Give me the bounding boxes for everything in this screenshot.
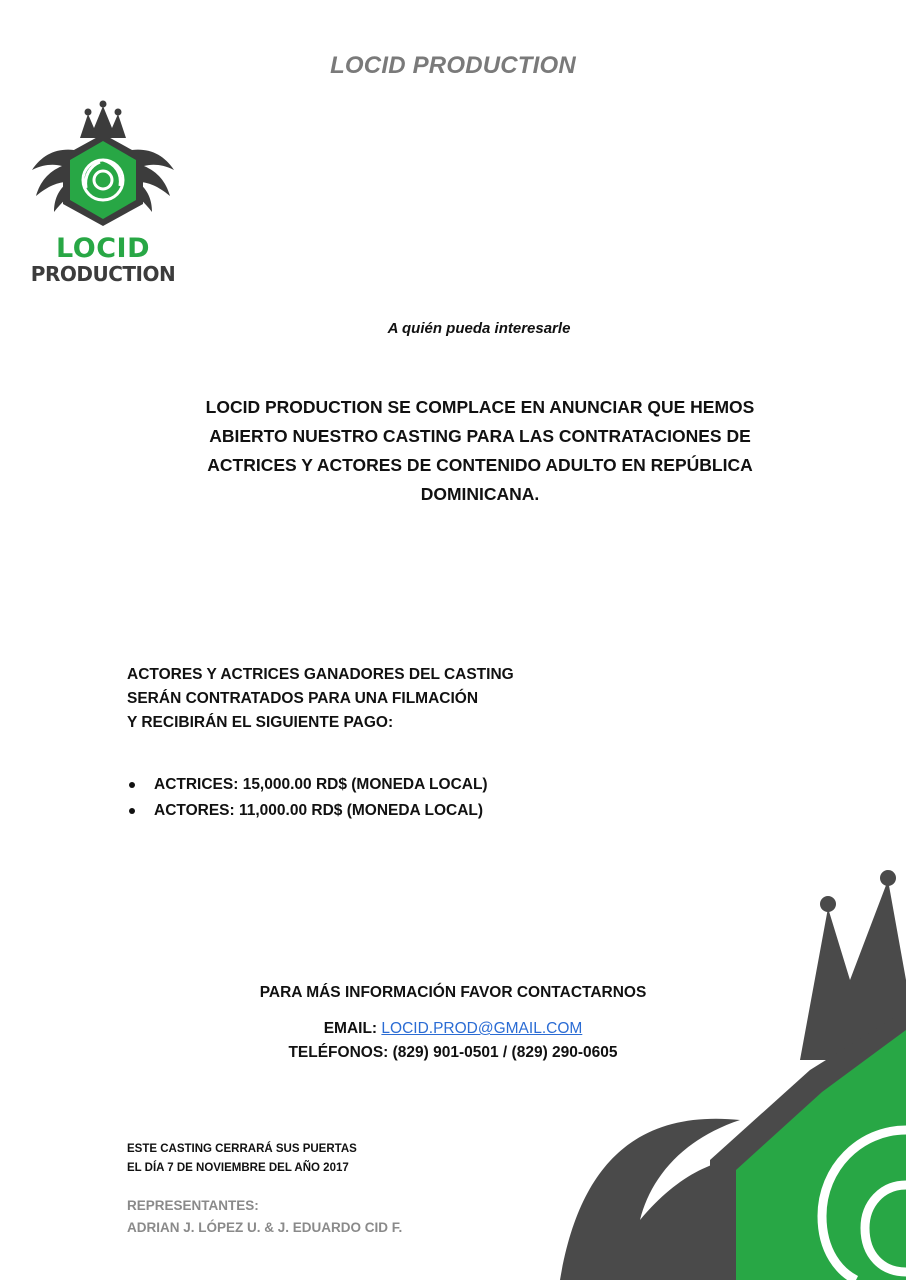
announcement-line: DOMINICANA.	[420, 484, 540, 504]
company-logo	[18, 100, 188, 295]
paragraph-line: ACTORES Y ACTRICES GANADORES DEL CASTING	[127, 666, 514, 683]
contact-heading: PARA MÁS INFORMACIÓN FAVOR CONTACTARNOS	[259, 984, 647, 1001]
logo-text-locid: LOCID	[56, 233, 150, 264]
decorative-emblem-icon	[560, 860, 906, 1280]
representatives-label: REPRESENTANTES:	[127, 1198, 259, 1213]
announcement-line: ACTRICES Y ACTORES DE CONTENIDO ADULTO EN REPÚBLICA	[207, 455, 753, 475]
email-link[interactable]: LOCID.PROD@GMAIL.COM	[381, 1020, 583, 1037]
salutation: A quién pueda interesarle	[387, 320, 571, 337]
announcement	[190, 393, 770, 509]
logo-text-production: PRODUCTION	[30, 262, 176, 286]
announcement-line: LOCID PRODUCTION SE COMPLACE EN ANUNCIAR QUE HEMOS	[205, 397, 755, 417]
payment-item-actores: ACTORES: 11,000.00 RD$ (MONEDA LOCAL)	[127, 798, 488, 824]
payment-list	[127, 772, 488, 824]
logo-emblem-icon	[28, 100, 178, 235]
casting-paragraph	[127, 663, 567, 735]
paragraph-line: SERÁN CONTRATADOS PARA UNA FILMACIÓN	[127, 690, 479, 707]
representatives-names: ADRIAN J. LÓPEZ U. & J. EDUARDO CID F.	[127, 1220, 403, 1235]
closing-line: EL DÍA 7 DE NOVIEMBRE DEL AÑO 2017	[127, 1162, 349, 1174]
header-title: LOCID PRODUCTION	[330, 52, 576, 79]
paragraph-line: Y RECIBIRÁN EL SIGUIENTE PAGO:	[127, 714, 394, 731]
email-label: EMAIL:	[323, 1020, 382, 1037]
announcement-line: ABIERTO NUESTRO CASTING PARA LAS CONTRATACIONES DE	[209, 426, 751, 446]
payment-item-actrices: ACTRICES: 15,000.00 RD$ (MONEDA LOCAL)	[127, 772, 488, 798]
representatives	[127, 1195, 402, 1239]
closing-note	[127, 1140, 357, 1178]
closing-line: ESTE CASTING CERRARÁ SUS PUERTAS	[127, 1143, 357, 1155]
phone-numbers: TELÉFONOS: (829) 901-0501 / (829) 290-0605	[288, 1044, 618, 1061]
email-line	[0, 1020, 906, 1038]
